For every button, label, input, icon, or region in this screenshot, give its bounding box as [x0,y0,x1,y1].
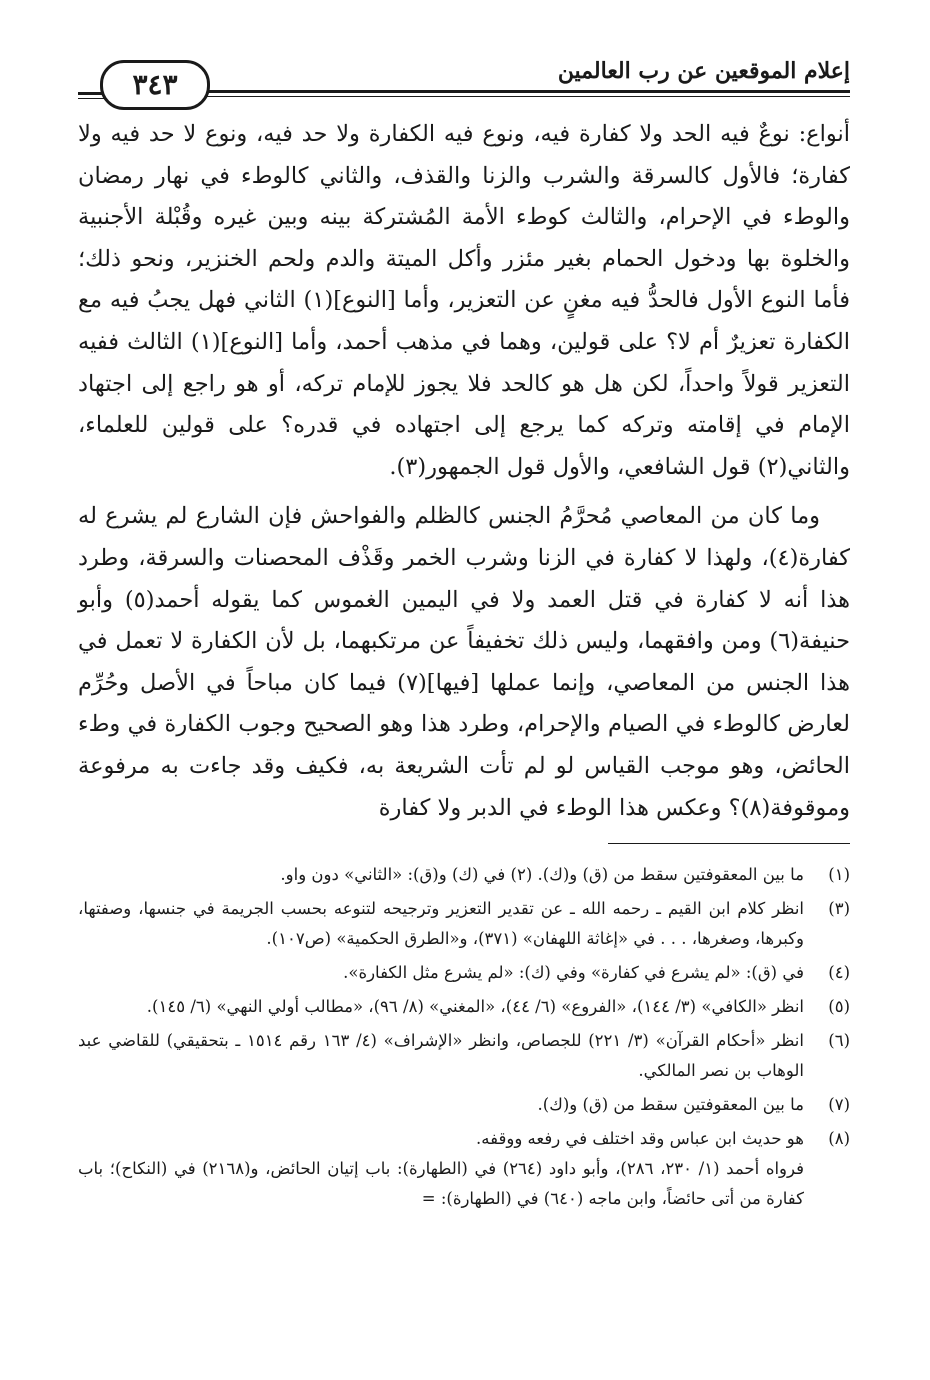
footnote-number: (٥) [828,997,850,1016]
paragraph-1: أنواع: نوعٌ فيه الحد ولا كفارة فيه، ونوع فيه الكفارة ولا حد فيه، ونوع لا حد فيه ولا كفارة؛ فالأول كالسرقة والشرب والزنا والقذف، والثاني كالوطء في نهار رمضان والوطء في الإحرام، والثالث كوطء الأمة المُشتركة بينه وبين غيره وقُبْلة الأجنبية والخلوة بها ودخول الحمام بغير مئزر وأكل الميتة والدم ولحم الخنزير، ونحو ذلك؛ فأما النوع الأول فالحدُّ فيه مغنٍ عن التعزير، وأما [النوع](١) الثاني فهل يجبُ فيه مع الكفارة تعزيرٌ أم لا؟ على قولين، وهما في مذهب أحمد، وأما [النوع](١) الثالث ففيه التعزير قولاً واحداً، لكن هل هو كالحد فلا يجوز للإمام تركه، أو هو راجع إلى اجتهاد الإمام في إقامته وتركه كما يرجع إلى اجتهاده في قدره؟ على قولين للعلماء، والثاني(٢) قول الشافعي، والأول قول الجمهور(٣). [78,121,850,480]
footnote [78,860,850,890]
footnote-number: (٣) [828,899,850,918]
running-title: إعلام الموقعين عن رب العالمين [557,58,850,84]
footnote [78,958,850,988]
main-text [78,114,850,829]
header-rule [160,90,850,93]
footnote-number: (١) [828,865,850,884]
page-number: ٣٤٣ [100,60,210,110]
footnote-number: (٧) [828,1095,850,1114]
header-rule-thin [160,96,850,97]
footnote-number: (٦) [828,1031,850,1050]
footnote-number: (٨) [828,1129,850,1148]
page-header [78,40,850,110]
footnote-text: ما بين المعقوفتين سقط من (ق) و(ك). [537,1095,804,1114]
footnote-text: انظر «الكافي» (٣/ ١٤٤)، «الفروع» (٦/ ٤٤)، «المغني» (٨/ ٩٦)، «مطالب أولي النهي» (٦/ ١٤٥). [146,997,804,1016]
footnote-separator [608,843,850,844]
footnote-text: ما بين المعقوفتين سقط من (ق) و(ك). (٢) في (ك) و(ق): «الثاني» دون واو. [280,865,804,884]
footnote [78,1026,850,1086]
footnote-continuation: فرواه أحمد (١/ ٢٣٠، ٢٨٦)، وأبو داود (٢٦٤) في (الطهارة): باب إتيان الحائض، و(٢١٦٨) في (النكاح)؛ باب كفارة من أتى حائضاً، وابن ماجه (٦٤٠) في (الطهارة): = [78,1159,805,1208]
footnote-text: هو حديث ابن عباس وقد اختلف في رفعه ووقفه. [476,1129,804,1148]
footnote-number: (٤) [828,963,850,982]
footnote-text: انظر كلام ابن القيم ـ رحمه الله ـ عن تقدير التعزير وترجيحه لتنوعه بحسب الجريمة في جنسها، وصفتها، وكبرها، وصغرها، . . . في «إغاثة اللهفان» (٣٧١)، و«الطرق الحكمية» (ص١٠٧). [78,899,804,948]
footnote-text: في (ق): «لم يشرع في كفارة» وفي (ك): «لم يشرع مثل الكفارة». [343,963,804,982]
footnote [78,1090,850,1120]
footnote [78,894,850,954]
footnote [78,992,850,1022]
footnotes [78,860,850,1214]
footnote [78,1124,850,1154]
paragraph-2: وما كان من المعاصي مُحرَّمُ الجنس كالظلم والفواحش فإن الشارع لم يشرع له كفارة(٤)، ولهذا لا كفارة في الزنا وشرب الخمر وقَذْف المحصنات والسرقة، وطرد هذا أنه لا كفارة في قتل العمد ولا في اليمين الغموس كما يقوله أحمد(٥) وأبو حنيفة(٦) ومن وافقهما، وليس ذلك تخفيفاً عن مرتكبهما، بل لأن الكفارة لا تعمل في هذا الجنس من المعاصي، وإنما عملها [فيها](٧) فيما كان مباحاً في الأصل وحُرِّم لعارض كالوطء في الصيام والإحرام، وطرد هذا وهو الصحيح وجوب الكفارة في وطء الحائض، وهو موجب القياس لو لم تأت الشريعة به، فكيف وقد جاءت به مرفوعة وموقوفة(٨)؟ وعكس هذا الوطء في الدبر ولا كفارة [78,503,850,821]
footnote-text: انظر «أحكام القرآن» (٣/ ٢٢١) للجصاص، وانظر «الإشراف» (٤/ ١٦٣ رقم ١٥١٤ ـ بتحقيقي) للقاضي عبد الوهاب بن نصر المالكي. [78,1031,804,1080]
